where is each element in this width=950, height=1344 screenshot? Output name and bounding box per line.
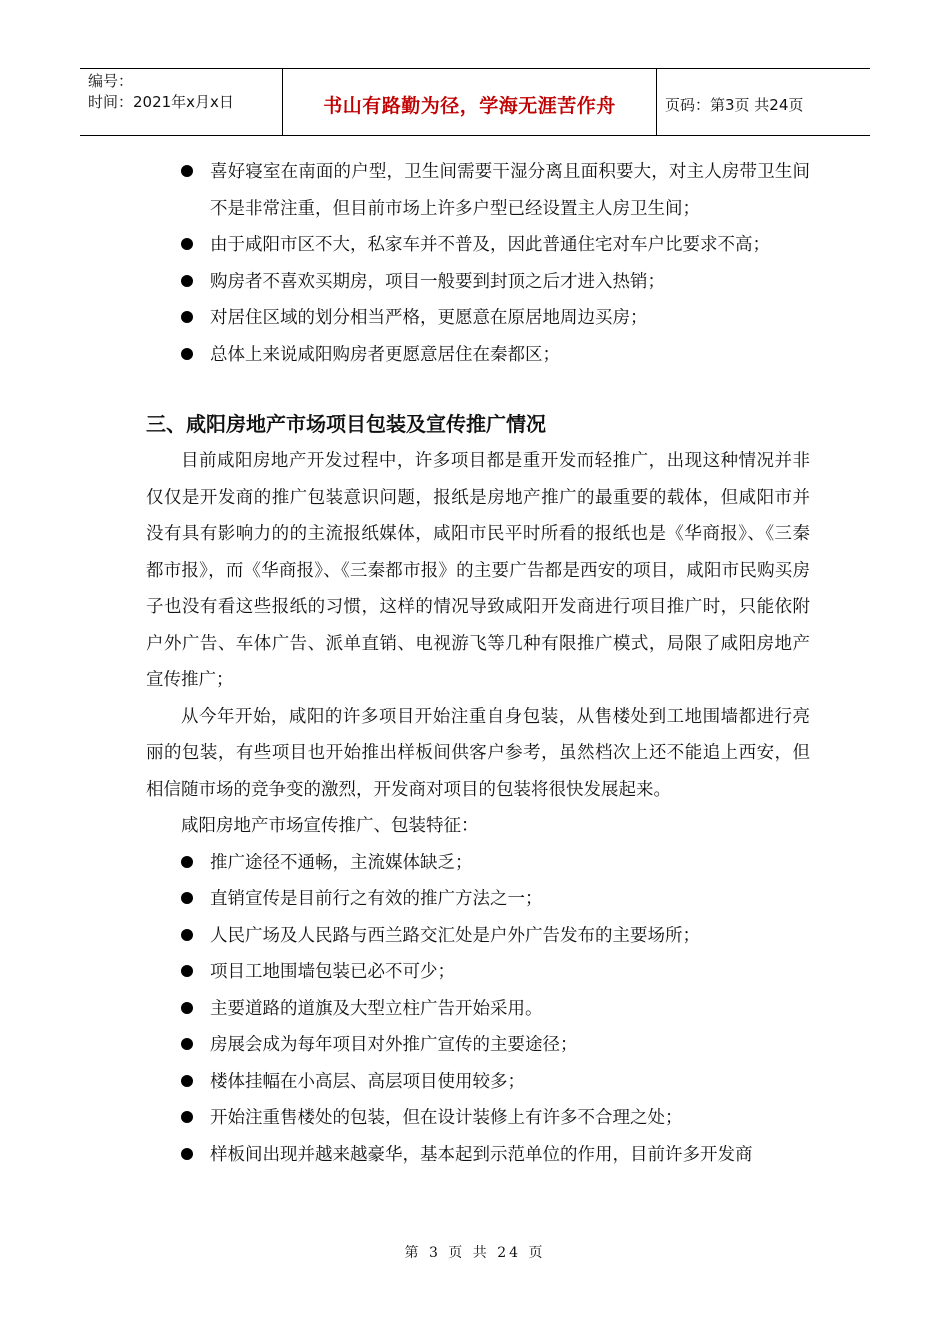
list-item-text: 购房者不喜欢买期房，项目一般要到封顶之后才进入热销；	[210, 271, 665, 292]
list-item	[146, 154, 810, 227]
bullet-dot-icon	[146, 227, 210, 264]
list-item	[146, 881, 810, 918]
list-item-text: 房展会成为每年项目对外推广宣传的主要途径；	[210, 1035, 578, 1055]
list-item	[146, 337, 810, 374]
list-item-text: 直销宣传是目前行之有效的推广方法之一；	[210, 889, 543, 909]
list-item	[146, 991, 810, 1028]
bullet-dot-icon	[146, 1027, 210, 1064]
bullet-dot-icon	[146, 337, 210, 374]
list-item	[146, 264, 810, 301]
document-body	[146, 154, 810, 1173]
list-item-text: 楼体挂幅在小高层、高层项目使用较多；	[210, 1071, 525, 1092]
list-item-text: 样板间出现并越来越豪华，基本起到示范单位的作用，目前许多开发商	[210, 1144, 753, 1165]
section-heading: 三、咸阳房地产市场项目包装及宣传推广情况	[146, 412, 546, 436]
list-item-text: 总体上来说咸阳购房者更愿意居住在秦都区；	[210, 344, 560, 365]
bullet-dot-icon	[146, 881, 210, 918]
header-motto: 书山有路勤为径，学海无涯苦作舟	[282, 69, 657, 135]
list-item-text: 喜好寝室在南面的户型，卫生间需要干湿分离且面积要大，对主人房带卫生间不是非常注重，但目前市场上许多户型已经设置主人房卫生间；	[210, 162, 810, 219]
bullet-list-top	[146, 154, 810, 373]
list-item-text: 人民广场及人民路与西兰路交汇处是户外广告发布的主要场所；	[210, 925, 700, 946]
paragraph: 咸阳房地产市场宣传推广、包装特征：	[181, 816, 479, 836]
list-item	[146, 227, 810, 264]
bullet-dot-icon	[146, 954, 210, 991]
document-number-label: 编号：	[88, 72, 134, 90]
list-item	[146, 845, 810, 882]
document-date: 时间：2021年x月x日	[88, 93, 234, 111]
bullet-dot-icon	[146, 1137, 210, 1174]
bullet-dot-icon	[146, 918, 210, 955]
page-header	[80, 68, 870, 136]
paragraph: 目前咸阳房地产开发过程中，许多项目都是重开发而轻推广，出现这种情况并非仅仅是开发商的推广包装意识问题，报纸是房地产推广的最重要的载体，但咸阳市并没有具有影响力的的主流报纸媒体，咸阳市民平时所看的报纸也是《华商报》、《三秦都市报》，而《华商报》、《三秦都市报》的主要广告都是西安的项目，咸阳市民购买房子也没有看这些报纸的习惯，这样的情况导致咸阳开发商进行项目推广时，只能依附户外广告、车体广告、派单直销、电视游飞等几种有限推广模式，局限了咸阳房地产宣传推广；	[146, 451, 810, 690]
bullet-dot-icon	[146, 845, 210, 882]
list-item-text: 对居住区域的划分相当严格，更愿意在原居地周边买房；	[210, 308, 648, 328]
list-item	[146, 1137, 810, 1174]
list-item-text: 由于咸阳市区不大，私家车并不普及，因此普通住宅对车户比要求不高；	[210, 235, 770, 255]
paragraph: 从今年开始，咸阳的许多项目开始注重自身包装，从售楼处到工地围墙都进行亮丽的包装，有些项目也开始推出样板间供客户参考，虽然档次上还不能追上西安，但相信随市场的竞争变的激烈，开发商对项目的包装将很快发展起来。	[146, 706, 810, 800]
list-item-text: 开始注重售楼处的包装，但在设计装修上有许多不合理之处；	[210, 1108, 683, 1128]
bullet-dot-icon	[146, 264, 210, 301]
header-page-code: 页码：第3页 共24页	[665, 95, 804, 114]
bullet-dot-icon	[146, 1100, 210, 1137]
bullet-list-bottom	[146, 845, 810, 1174]
list-item	[146, 918, 810, 955]
list-item	[146, 1100, 810, 1137]
list-item-text: 推广途径不通畅，主流媒体缺乏；	[210, 852, 473, 873]
bullet-dot-icon	[146, 154, 210, 227]
header-meta	[80, 69, 282, 135]
bullet-dot-icon	[146, 991, 210, 1028]
list-item	[146, 1027, 810, 1064]
bullet-dot-icon	[146, 1064, 210, 1101]
list-item	[146, 1064, 810, 1101]
page-footer: 第 3 页 共 24 页	[404, 1245, 546, 1261]
list-item	[146, 954, 810, 991]
bullet-dot-icon	[146, 300, 210, 337]
list-item	[146, 300, 810, 337]
list-item-text: 项目工地围墙包装已必不可少；	[210, 962, 455, 982]
list-item-text: 主要道路的道旗及大型立柱广告开始采用。	[210, 998, 543, 1019]
